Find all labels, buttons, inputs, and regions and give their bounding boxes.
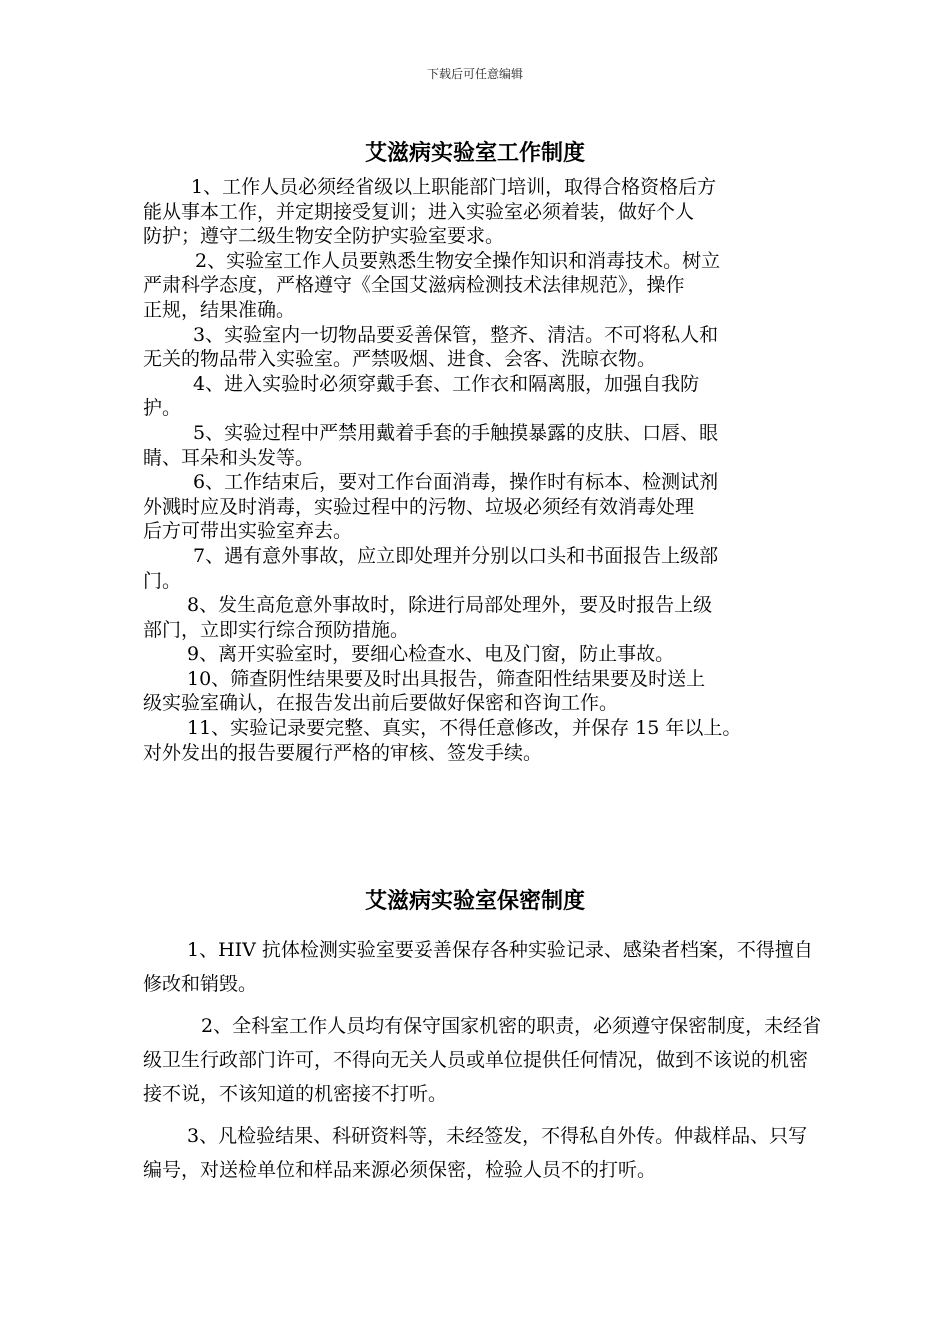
- work-rules-line: 7、遇有意外事故，应立即处理并分别以口头和书面报告上级部: [193, 544, 719, 567]
- work-rules-line: 级实验室确认，在报告发出前后要做好保密和咨询工作。: [143, 692, 619, 715]
- work-rules-line: 严肃科学态度，严格遵守《全国艾滋病检测技术法律规范》，操作: [143, 274, 685, 297]
- work-rules-line: 6、工作结束后，要对工作台面消毒，操作时有标本、检测试剂: [193, 471, 719, 494]
- work-rules-line: 11、实验记录要完整、真实，不得任意修改，并保存 15 年以上。: [187, 717, 742, 740]
- work-rules-line: 8、发生高危意外事故时，除进行局部处理外，要及时报告上级: [187, 594, 713, 617]
- work-rules-line: 1、工作人员必须经省级以上职能部门培训，取得合格资格后方: [191, 176, 717, 198]
- work-rules-line: 2、实验室工作人员要熟悉生物安全操作知识和消毒技术。树立: [195, 249, 721, 272]
- work-rules-line: 防护；遵守二级生物安全防护实验室要求。: [143, 225, 505, 248]
- work-rules-line: 门。: [143, 569, 182, 592]
- work-rules-line: 外溅时应及时消毒，实验过程中的污物、垃圾必须经有效消毒处理: [143, 495, 695, 518]
- work-rules-line: 无关的物品带入实验室。严禁吸烟、进食、会客、洗晾衣物。: [143, 348, 657, 371]
- work-rules-line: 9、离开实验室时，要细心检查水、电及门窗，防止事故。: [187, 643, 675, 666]
- header-note: 下载后可任意编辑: [426, 67, 523, 81]
- work-rules-line: 能从事本工作，并定期接受复训；进入实验室必须着装，做好个人: [143, 200, 695, 223]
- confidentiality-rule-paragraph: 3、凡检验结果、科研资料等，未经签发，不得私自外传。仲裁样品、只写编号，对送检单位和样品来源必须保密，检验人员不的打听。: [143, 1125, 808, 1181]
- confidentiality-rules-title: 艾滋病实验室保密制度: [364, 889, 585, 914]
- work-rules-line: 睛、耳朵和头发等。: [143, 446, 315, 469]
- confidentiality-rules-body: [143, 933, 823, 1195]
- work-rules-title: 艾滋病实验室工作制度: [364, 141, 585, 166]
- work-rules-line: 部门，立即实行综合预防措施。: [143, 618, 410, 641]
- work-rules-line: 10、筛查阴性结果要及时出具报告，筛查阳性结果要及时送上: [187, 667, 706, 690]
- work-rules-line: 3、实验室内一切物品要妥善保管，整齐、清洁。不可将私人和: [193, 323, 719, 346]
- work-rules-line: 后方可带出实验室弃去。: [143, 520, 353, 543]
- work-rules-line: 正规，结果准确。: [143, 298, 296, 321]
- work-rules-line: 对外发出的报告要履行严格的审核、签发手续。: [143, 741, 543, 764]
- work-rules-line: 4、进入实验时必须穿戴手套、工作衣和隔离服，加强自我防: [193, 372, 700, 395]
- work-rules-body: [143, 175, 823, 765]
- confidentiality-rule-paragraph: 2、全科室工作人员均有保守国家机密的职责，必须遵守保密制度，未经省级卫生行政部门许可，不得向无关人员或单位提供任何情况，做到不该说的机密接不说，不该知道的机密接不打听。: [143, 1015, 822, 1105]
- confidentiality-rule-paragraph: 1、HIV 抗体检测实验室要妥善保存各种实验记录、感染者档案，不得擅自修改和销毁。: [143, 939, 813, 995]
- work-rules-line: 护。: [143, 397, 182, 420]
- work-rules-line: 5、实验过程中严禁用戴着手套的手触摸暴露的皮肤、口唇、眼: [193, 421, 719, 444]
